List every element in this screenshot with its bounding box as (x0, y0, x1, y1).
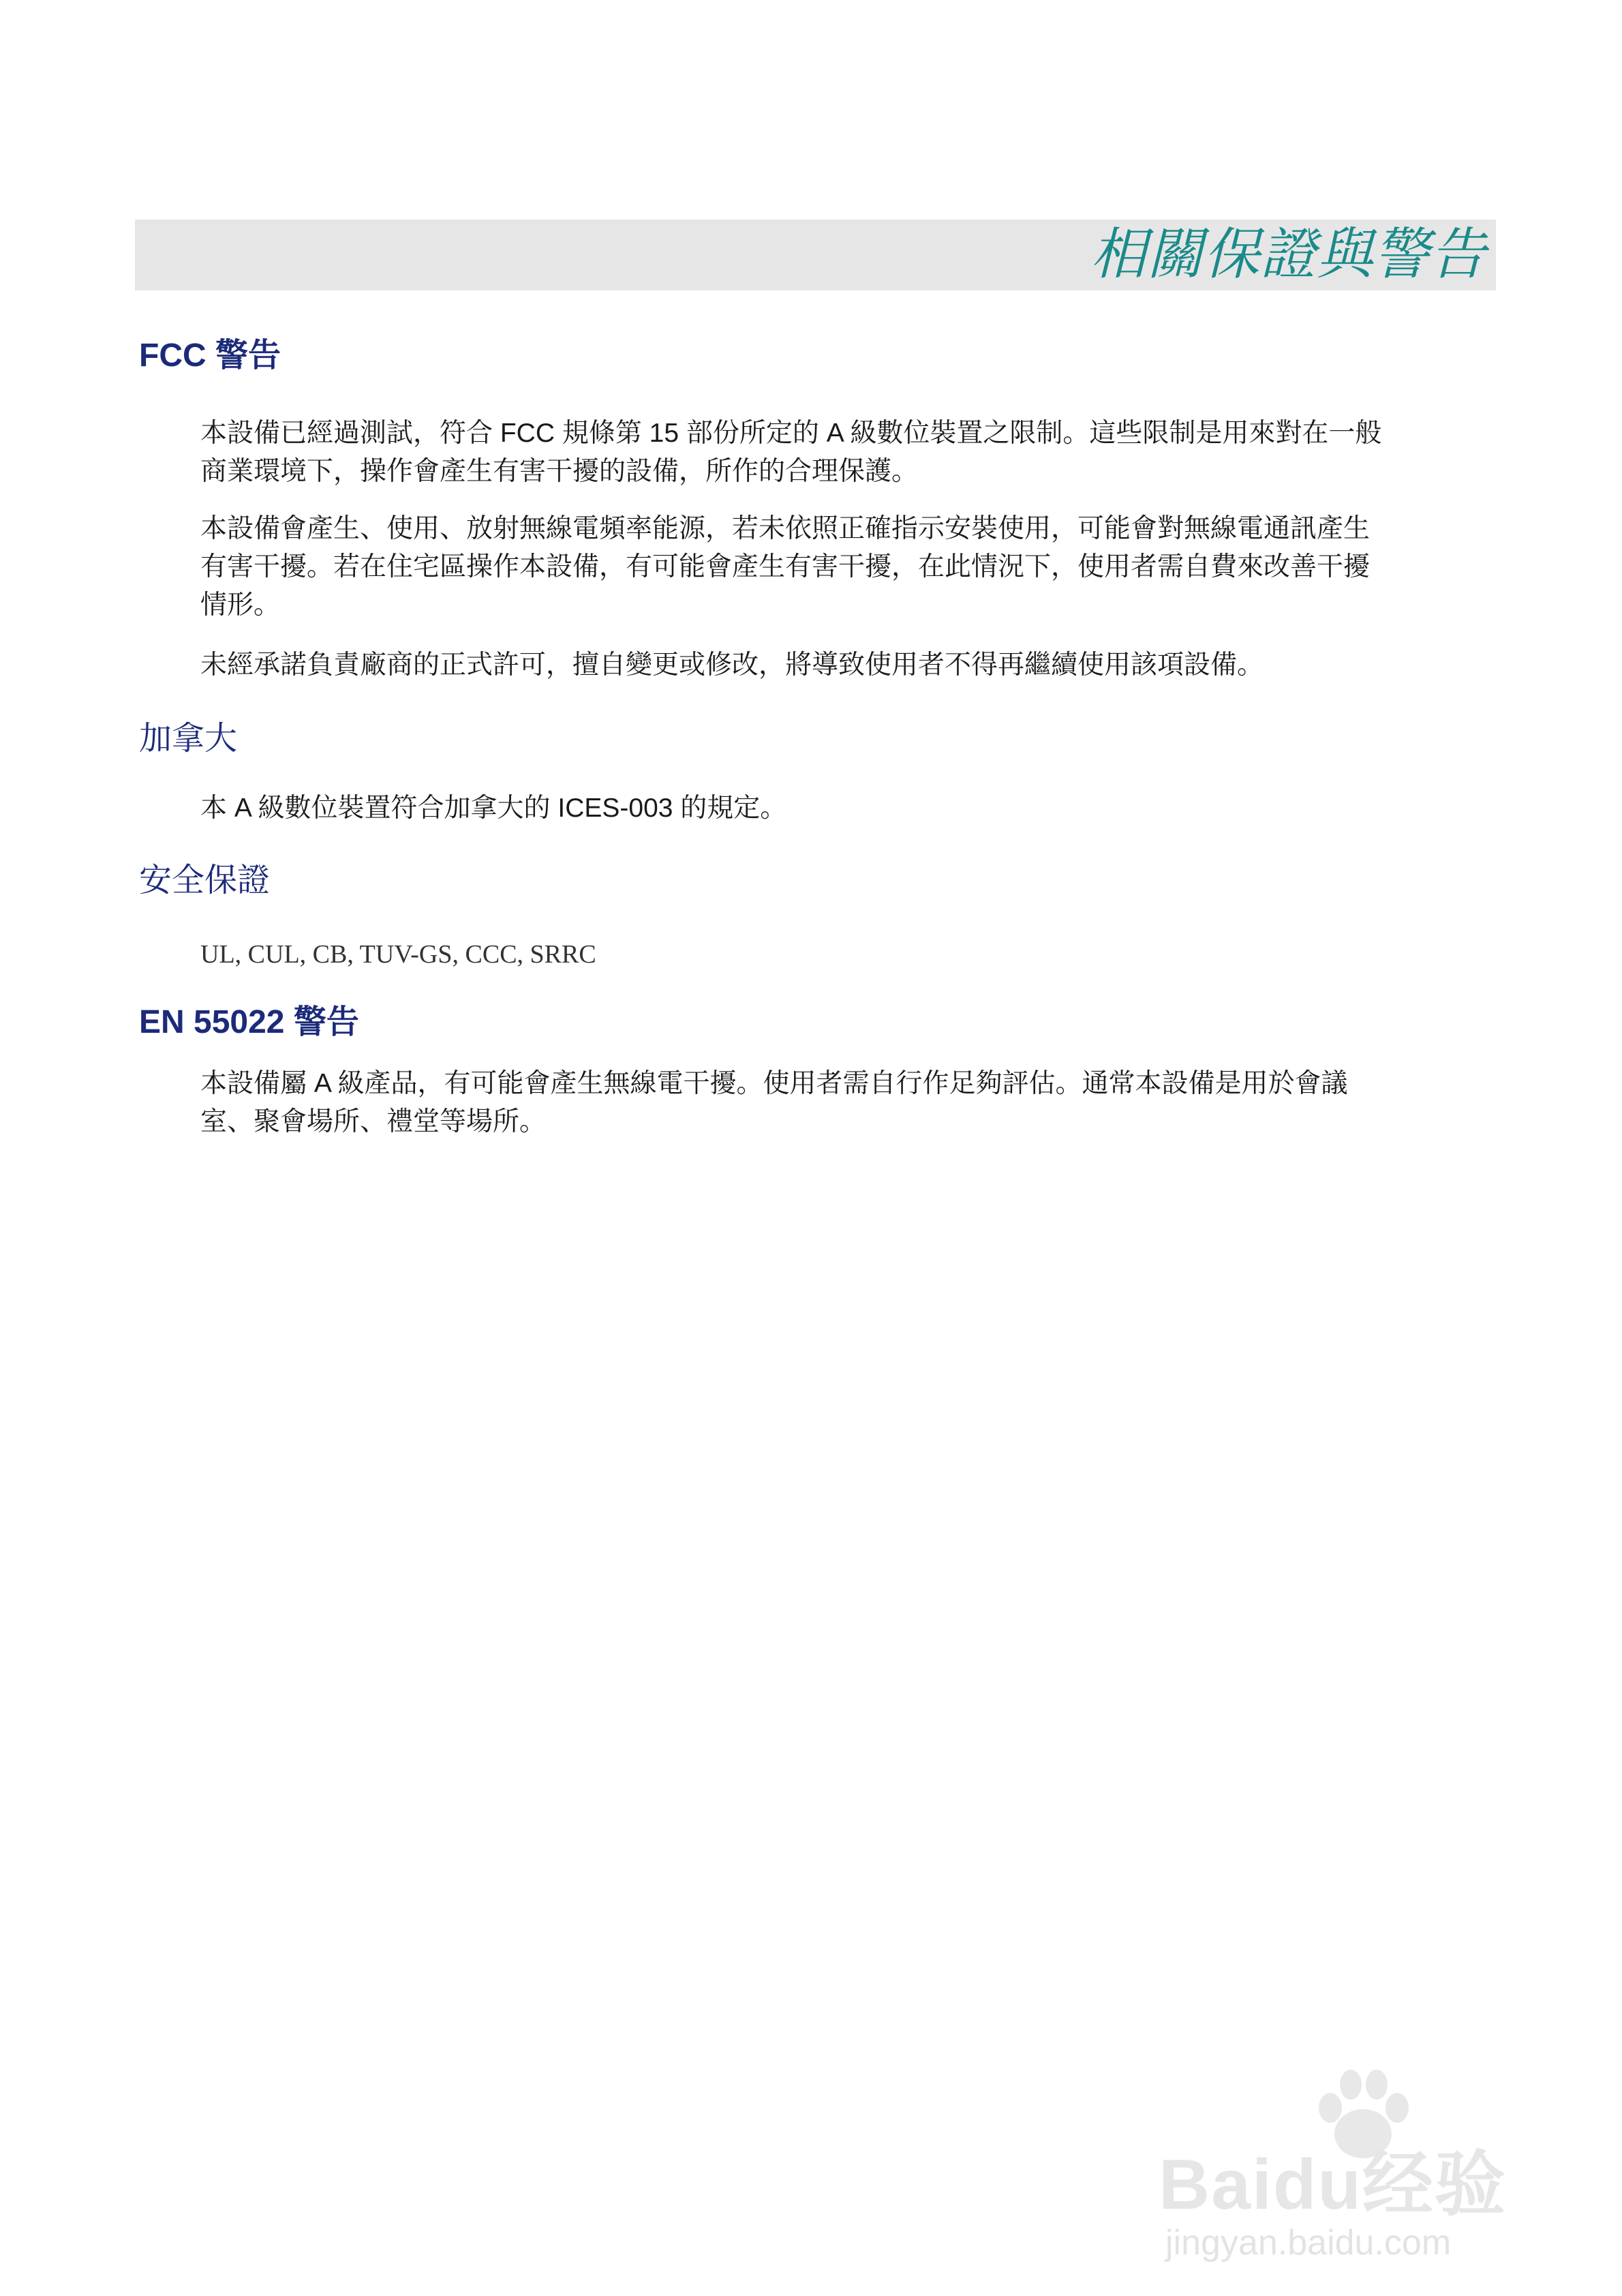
section-heading-canada: 加拿大 (139, 721, 238, 757)
text-line: 本設備屬 A 級產品，有可能會產生無線電干擾。使用者需自行作足夠評估。通常本設備是用於會議 (200, 1069, 1348, 1098)
text-line: UL, CUL, CB, TUV-GS, CCC, SRRC (200, 940, 596, 969)
text-line: 本設備會產生、使用、放射無線電頻率能源，若未依照正確指示安裝使用，可能會對無線電通訊產生 (200, 514, 1371, 543)
text-line: 本 A 級數位裝置符合加拿大的 ICES-003 的規定。 (200, 794, 787, 823)
safety-certifications (200, 935, 1482, 973)
text-line: 室、聚會場所、禮堂等場所。 (200, 1107, 547, 1136)
text-line: 未經承諾負責廠商的正式許可，擅自變更或修改，將導致使用者不得再繼續使用該項設備。 (200, 650, 1264, 680)
title-bar (135, 220, 1496, 290)
text-line: 情形。 (200, 590, 281, 620)
watermark-domain: jingyan.baidu.com (1165, 2223, 1452, 2263)
watermark-brand: Baidu经验 (1159, 2145, 1507, 2224)
fcc-paragraph-3 (200, 646, 1482, 684)
text-line: 本設備已經過測試，符合 FCC 規條第 15 部份所定的 A 級數位裝置之限制。這些限制是用來對在一般 (200, 419, 1382, 448)
canada-paragraph (200, 789, 1482, 828)
fcc-paragraph-2 (200, 510, 1482, 624)
text-line: 有害干擾。若在住宅區操作本設備，有可能會產生有害干擾，在此情況下，使用者需自費來改善干擾 (200, 552, 1371, 581)
section-heading-fcc: FCC 警告 (139, 337, 281, 374)
baidu-watermark (1159, 2066, 1540, 2263)
en55022-paragraph (200, 1065, 1482, 1141)
text-line: 商業環境下，操作會產生有害干擾的設備，所作的合理保護。 (200, 457, 919, 486)
section-heading-en55022: EN 55022 警告 (139, 1004, 359, 1040)
page-title: 相關保證與警告 (1090, 222, 1486, 287)
section-heading-safety: 安全保證 (139, 862, 271, 898)
fcc-paragraph-1 (200, 414, 1482, 491)
